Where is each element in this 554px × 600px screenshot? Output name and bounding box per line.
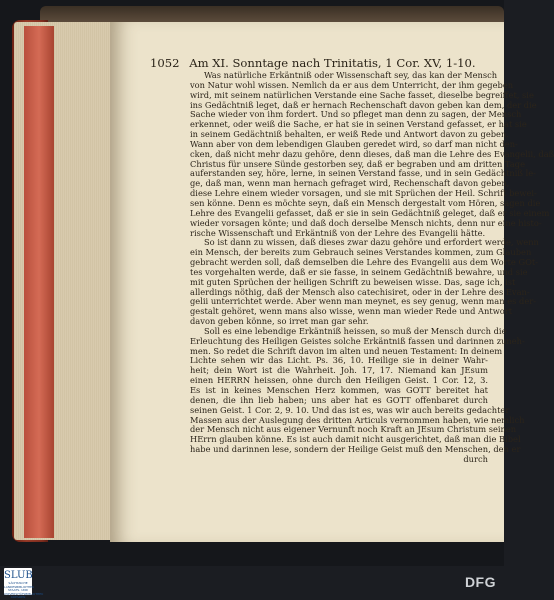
text-line: seinen Geist. 1 Cor. 2, 9. 10. Und das ist es, was wir auch bereits gedachter: [190, 404, 510, 415]
slub-logo-subtext: SÄCHSISCHE LANDESBIBLIOTHEK STAATS- UND UNIVERSITÄTSBIBLIOTHEK DRESDEN: [4, 581, 44, 600]
text-line: ins Gedächtniß leget, daß er hernach Rechenschaft davon geben kan dem, der die: [190, 99, 537, 110]
viewer-footer: [0, 566, 504, 600]
text-line: Massen aus der Auslegung des dritten Articuls vernommen haben, wie nemlich: [190, 414, 525, 425]
text-line: allerdings nöthig, daß der Mensch also catechisiret, oder in der Lehre des Evan-: [190, 286, 530, 297]
book-cover-top: [40, 6, 504, 22]
text-line: ge, daß man, wenn man hernach gefraget wird, Rechenschaft davon geben,: [190, 178, 510, 189]
text-line: sen könne. Denn es möchte seyn, daß ein Mensch dergestalt vom Hören, sagen die: [190, 197, 541, 208]
text-line: Soll es eine lebendige Erkäntniß heissen, so muß der Mensch durch die: [204, 325, 507, 336]
text-line: in seinem Gedächtniß behalten, er weiß Rede und Antwort davon zu geben.: [190, 129, 509, 140]
text-line: Wann aber von dem lebendigen Glauben geredet wird, so darf man nicht den-: [190, 138, 518, 149]
text-line: wieder vorsagen könte; und daß doch derselbe Mensch nichts, denn nur eine histo-: [190, 217, 542, 228]
text-line: von Natur wohl wissen. Nemlich da er aus dem Unterricht, der ihm gegeben: [190, 79, 514, 90]
text-line: einen HERRN heissen, ohne durch den Heiligen Geist. 1 Cor. 12, 3.: [190, 375, 488, 386]
text-line: davon geben könne, so irret man gar sehr.: [190, 316, 369, 327]
dfg-logo[interactable]: DFG: [464, 574, 496, 590]
text-line: habe und darinnen lese, sondern der Heilige Geist muß den Menschen, den er: [190, 444, 521, 455]
text-line: der Mensch nicht aus eigener Vernunft noch Kraft an JEsum Christum seinen: [190, 424, 517, 435]
text-line: So ist dann zu wissen, daß dieses zwar dazu gehöre und erfordert werde, wenn: [204, 237, 539, 248]
text-line: Lichte sehen wir das Licht. Ps. 36, 10. Heilige sie in deiner Wahr-: [190, 355, 488, 366]
slub-logo-mark: SLUB: [4, 570, 33, 581]
text-line: Lehre des Evangelii gefasset, daß er sie in sein Gedächtniß geleget, daß er sie einem: [190, 207, 550, 218]
text-line: Christus für unsere Sünde gestorben sey, daß er begraben und am dritten Tage: [190, 158, 525, 169]
running-title: Am XI. Sonntage nach Trinitatis, 1 Cor. XV, 1-10.: [189, 56, 476, 70]
text-line: ein Mensch, der bereits zum Gebrauch seines Verstandes kommen, zum Glauben: [190, 247, 532, 258]
text-line: auferstanden sey, höre, lerne, in seinen Verstand fasse, und in sein Gedächtniß le-: [190, 168, 536, 179]
text-line: erkennet, oder weiß die Sache, er hat sie in seinen Verstand gefasset, er hat sie: [190, 119, 527, 130]
text-line: Erleuchtung des Heiligen Geistes solche Erkäntniß fassen und darinnen zuneh-: [190, 335, 525, 346]
page-number: 1052: [150, 56, 180, 70]
text-line: mit guten Sprüchen der heiligen Schrift zu beweisen wisse. Das, sage ich, ist: [190, 276, 516, 287]
text-line: gebracht werden soll, daß demselben die Lehre des Evangelii aus dem Worte GOt-: [190, 257, 539, 268]
text-line: cken, daß nicht mehr dazu gehöre, denn dieses, daß man die Lehre des Evangelii, daß: [190, 148, 554, 159]
text-line: tes vorgehalten werde, daß er sie fasse, in seinem Gedächtniß bewahre, und sie: [190, 266, 528, 277]
text-line: wird, mit seinem natürlichen Verstande eine Sache fasset, dieselbe begreiffet, sie: [190, 89, 534, 100]
page-body-text: [190, 70, 554, 489]
text-line: gelii unterrichtet werde. Aber wenn man meynet, es sey genug, wenn man es der-: [190, 296, 537, 307]
text-line: durch: [463, 453, 488, 464]
text-line: Was natürliche Erkäntniß oder Wissenschaft sey, das kan der Mensch: [204, 70, 498, 80]
text-line: diese Lehre einem wieder vorsagen, und sie mit Sprüchen der Heil. Schrift bewei-: [190, 188, 537, 199]
text-line: denen, die ihn lieb haben; uns aber hat es GOTT offenbaret durch: [190, 394, 488, 405]
text-line: Es ist in keines Menschen Herz kommen, was GOTT bereitet hat: [190, 385, 488, 395]
text-line: heit; dein Wort ist die Wahrheit. Joh. 17, 17. Niemand kan JEsum: [190, 365, 488, 376]
text-line: Sache wieder von ihm fordert. Und so pfleget man denn zu sagen, der Mensch: [190, 109, 522, 120]
text-line: men. So redet die Schrift davon im alten und neuen Testament: In deinem: [190, 345, 503, 356]
text-line: rische Wissenschaft und Erkäntniß von der Lehre des Evangelii hätte.: [190, 227, 486, 238]
red-page-edge: [24, 26, 54, 538]
slub-logo[interactable]: [4, 568, 44, 600]
text-line: gestalt gehöret, wenn mans also wisse, wenn man wieder Rede und Antwort: [190, 306, 513, 317]
text-line: HErrn glauben könne. Es ist auch damit nicht ausgerichtet, daß man die Bibel: [190, 434, 521, 445]
